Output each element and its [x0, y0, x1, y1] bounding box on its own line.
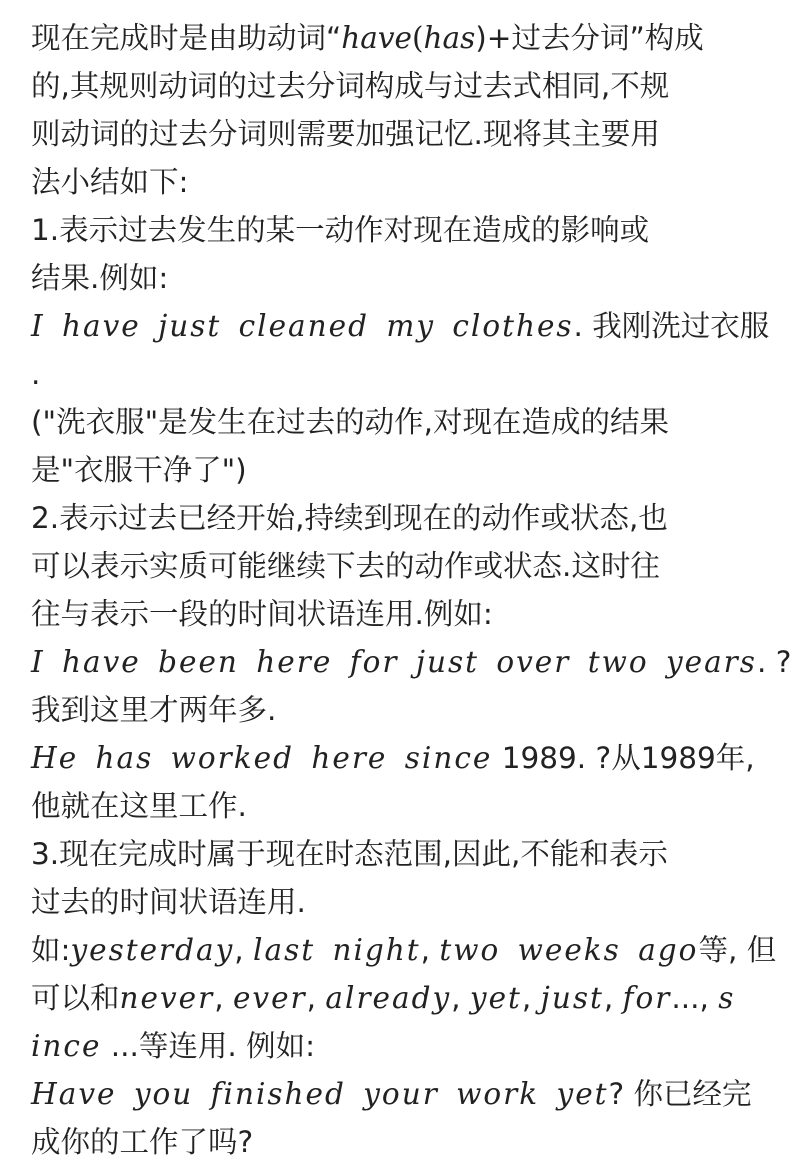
text-line-17 [31, 782, 721, 830]
text-line-1 [31, 14, 721, 62]
text-run: 结果.例如: [31, 261, 169, 295]
text-line-4 [31, 158, 721, 206]
text-line-3 [31, 110, 721, 158]
text-run: 成你的工作了吗? [31, 1125, 254, 1159]
english-example: I have been here for just over two years [31, 645, 757, 679]
text-run: 现在完成时是由助动词“ [31, 21, 342, 55]
text-run: 1.表示过去发生的某一动作对现在造成的影响或 [31, 213, 650, 247]
example-line-2 [31, 638, 791, 686]
text-line-5 [31, 206, 721, 254]
english-term: for [622, 981, 672, 1015]
math-run: ( [412, 21, 424, 55]
text-line-13 [31, 590, 721, 638]
text-line-24 [31, 1118, 721, 1166]
text-line-19 [31, 878, 721, 926]
english-term: last night [253, 933, 421, 967]
example-line-4 [31, 926, 777, 974]
math-run: has [423, 21, 476, 55]
text-run: . 我刚洗过衣服 [573, 309, 770, 343]
text-run: ..., [671, 981, 719, 1015]
text-run: 等, 但 [698, 933, 777, 967]
english-term: yesterday [70, 933, 235, 967]
english-term: ever [232, 981, 307, 1015]
text-run: , [306, 981, 326, 1015]
text-line-10 [31, 446, 721, 494]
text-run: , [451, 981, 470, 1015]
math-run: have [341, 21, 413, 55]
text-run: 3.现在完成时属于现在时态范围,因此,不能和表示 [31, 837, 668, 871]
text-run: , [420, 933, 440, 967]
text-line-2 [31, 62, 721, 110]
text-run: ? 你已经完 [608, 1077, 752, 1111]
text-run: 他就在这里工作. [31, 789, 247, 823]
english-term: s [718, 981, 734, 1015]
document-body [31, 14, 791, 1166]
english-example: I have just cleaned my clothes [31, 309, 574, 343]
text-run: , [603, 981, 623, 1015]
english-term: just [540, 981, 604, 1015]
text-run: )+过去分词”构成 [475, 21, 704, 55]
text-line-15 [31, 686, 721, 734]
text-run: ("洗衣服"是发生在过去的动作,对现在造成的结果 [31, 405, 670, 439]
text-run: ...等连用. 例如: [101, 1029, 316, 1063]
text-run: , [521, 981, 541, 1015]
english-term: never [119, 981, 215, 1015]
example-line-3 [31, 734, 755, 782]
example-line-7 [31, 1070, 752, 1118]
text-run: . ? [756, 645, 791, 679]
text-line-18 [31, 830, 721, 878]
text-run: 的,其规则动词的过去分词构成与过去式相同,不规 [31, 69, 670, 103]
text-line-11 [31, 494, 721, 542]
text-run: 往与表示一段的时间状语连用.例如: [31, 597, 493, 631]
text-line-9 [31, 398, 721, 446]
text-run: 可以和 [31, 981, 120, 1015]
text-run: . [31, 357, 41, 391]
english-term: two weeks ago [439, 933, 699, 967]
text-run: 则动词的过去分词则需要加强记忆.现将其主要用 [31, 117, 660, 151]
text-run: 我到这里才两年多. [31, 693, 277, 727]
text-run: 2.表示过去已经开始,持续到现在的动作或状态,也 [31, 501, 668, 535]
text-line-8 [31, 350, 721, 398]
text-run: 可以表示实质可能继续下去的动作或状态.这时往 [31, 549, 660, 583]
text-run: 是"衣服干净了") [31, 453, 247, 487]
english-example: He has worked here since [31, 741, 493, 775]
text-run: , [234, 933, 254, 967]
text-run: 过去的时间状语连用. [31, 885, 306, 919]
example-line-6 [31, 1022, 721, 1070]
text-run: 1989. ?从1989年, [492, 741, 755, 775]
english-term: yet [469, 981, 522, 1015]
english-term: ince [31, 1029, 102, 1063]
text-run: 法小结如下: [31, 165, 189, 199]
text-run: 如: [31, 933, 71, 967]
example-line-5 [31, 974, 734, 1022]
english-term: already [325, 981, 452, 1015]
english-example: Have you finished your work yet [31, 1077, 609, 1111]
text-line-12 [31, 542, 721, 590]
text-run: , [214, 981, 233, 1015]
example-line-1 [31, 302, 770, 350]
text-line-6 [31, 254, 721, 302]
